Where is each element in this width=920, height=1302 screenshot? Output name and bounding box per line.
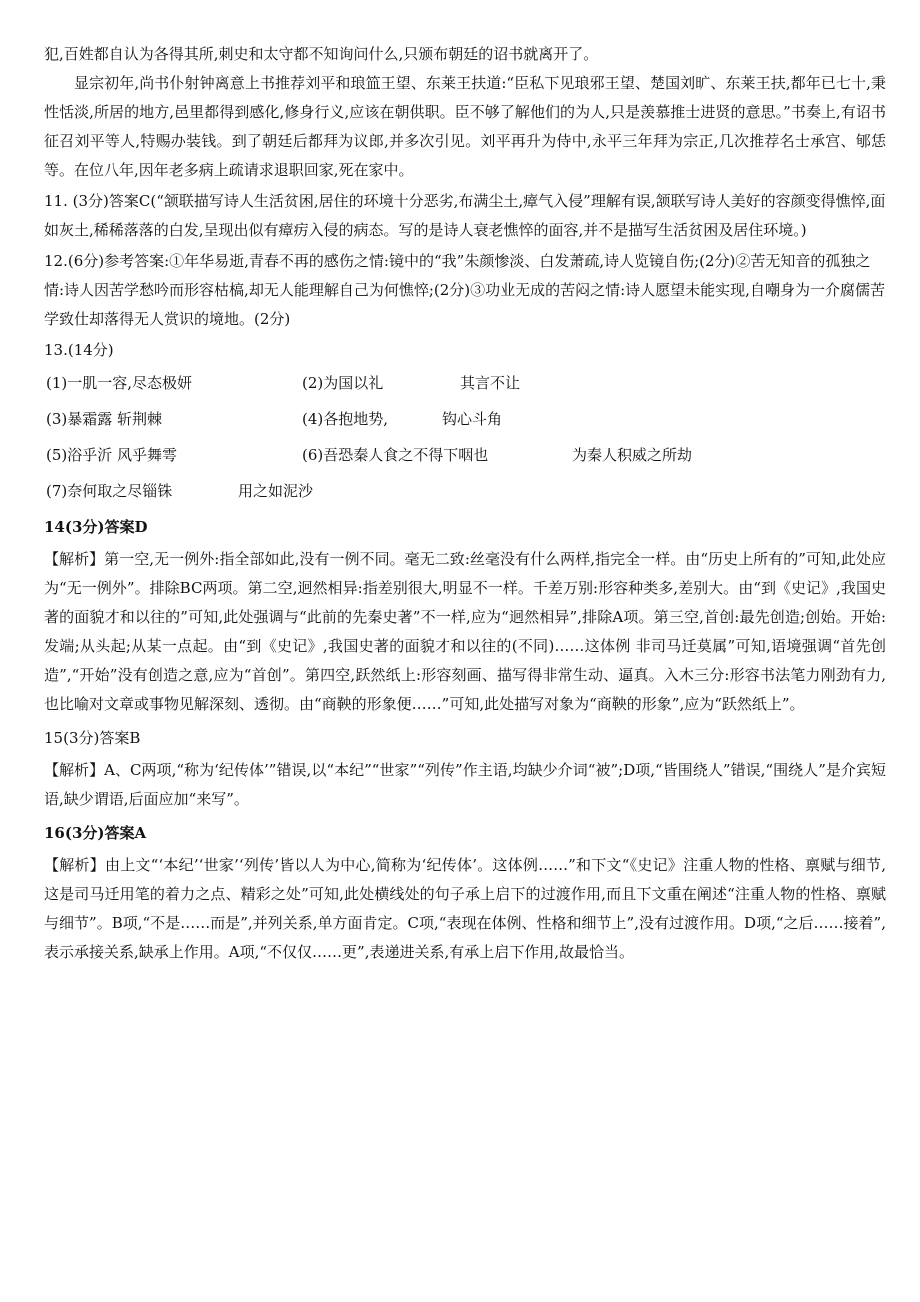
answer-1: (1)一肌一容,尽态极妍 [46, 374, 193, 392]
question-16-block [44, 819, 886, 967]
question-15-block [44, 724, 886, 814]
answer-6b: 为秦人积威之所劫 [572, 446, 693, 464]
question-14-analysis: 【解析】第一空,无一例外:指全部如此,没有一例不同。毫无二致:丝毫没有什么两样,指完全一样。由“历史上所有的”可知,此处应为“无一例外”。排除BC两项。第二空,迥然相异:指差别很大,明显不一样。千差万别:形容种类多,差别大。由“到《史记》,我国史著的面貌才和以往的”可知,此处强调与“此前的先秦史著”不一样,应为“迥然相异”,排除A项。第三空,首创:最先创造;创始。开始:发端;从头起;从某一点起。由“到《史记》,我国史著的面貌才和以往的(不同)……这体例 非司马迁莫属”可知,语境强调“首先创造”,“开始”没有创造之意,应为“首创”。第四空,跃然纸上:形容刻画、描写得非常生动、逼真。入木三分:形容书法笔力刚劲有力,也比喻对文章或事物见解深刻、透彻。由“商鞅的形象便……”可知,此处描写对象为“商鞅的形象”,应为“跃然纸上”。 [44, 550, 886, 713]
question-16-analysis: 【解析】由上文“‘本纪’‘世家’‘列传’皆以人为中心,简称为‘纪传体’。这体例……”和下文“《史记》注重人物的性格、禀赋与细节,这是司马迁用笔的着力之点、精彩之处”可知,此处横线处的句子承上启下的过渡作用,而且下文重在阐述“注重人物的性格、禀赋与细节”。B项,“不是……而是”,并列关系,单方面肯定。C项,“表现在体例、性格和细节上”,没有过渡作用。D项,“之后……接着”,表示承接关系,缺承上作用。A项,“不仅仅……更”,表递进关系,有承上启下作用,故最恰当。 [44, 856, 886, 961]
answer-key-page [44, 40, 886, 967]
answer-7a: (7)奈何取之尽锱铢 [46, 482, 173, 500]
answer-4a: (4)各抱地势, [302, 410, 389, 428]
translation-paragraph-2: 显宗初年,尚书仆射钟离意上书推荐刘平和琅笽王望、东莱王扶道:“臣私下见琅邪王望、楚国刘旷、东莱王扶,都年已七十,秉性恬淡,所居的地方,邑里都得到感化,修身行义,应该在朝供职。臣不够了解他们的为人,只是羡慕推士进贤的意思。”书奏上,有诏书征召刘平等人,特赐办装钱。到了朝廷后都拜为议郎,并多次引见。刘平再升为侍中,永平三年拜为宗正,几次推荐名士承宫、郇恁等。在位八年,因年老多病上疏请求退职回家,死在家中。 [44, 74, 886, 179]
question-13-row-2 [44, 401, 886, 437]
answer-5: (5)浴乎沂 风乎舞雩 [46, 446, 178, 464]
question-13-block [44, 336, 886, 509]
answer-3: (3)暴霜露 斩荆棘 [46, 410, 163, 428]
answer-7b: 用之如泥沙 [238, 482, 314, 500]
question-15-analysis: 【解析】A、C两项,“称为‘纪传体’”错误,以“本纪”“世家”“列传”作主语,均缺少介词“被”;D项,“皆围绕人”错误,“围绕人”是介宾短语,缺少谓语,后面应加“来写”。 [44, 761, 886, 808]
answer-2a: (2)为国以礼 [302, 374, 384, 392]
answer-4b: 钩心斗角 [442, 410, 503, 428]
question-14-header: 14(3分)答案D [44, 518, 148, 536]
answer-2b: 其言不让 [460, 374, 521, 392]
question-13-header: 13.(14分) [44, 341, 114, 359]
question-16-header: 16(3分)答案A [44, 824, 147, 842]
translation-paragraph-1: 犯,百姓都自认为各得其所,刺史和太守都不知询问什么,只颁布朝廷的诏书就离开了。 [44, 45, 599, 63]
question-12-answer: 12.(6分)参考答案:①年华易逝,青春不再的感伤之情:镜中的“我”朱颜惨淡、白发萧疏,诗人览镜自伤;(2分)②苦无知音的孤独之情:诗人因苦学愁吟而形容枯槁,却无人能理解自己为何憔悴;(2分)③功业无成的苦闷之情:诗人愿望未能实现,自嘲身为一介腐儒苦学致仕却落得无人赏识的境地。(2分) [44, 252, 885, 328]
question-14-block [44, 513, 886, 719]
answer-6a: (6)吾恐秦人食之不得下咽也 [302, 446, 489, 464]
question-13-row-1 [44, 365, 886, 401]
question-13-row-4 [44, 473, 886, 509]
question-15-header: 15(3分)答案B [44, 729, 141, 747]
question-13-row-3 [44, 437, 886, 473]
question-11-answer: 11. (3分)答案C(“颔联描写诗人生活贫困,居住的环境十分恶劣,布满尘土,瘴气入侵”理解有误,颔联写诗人美好的容颜变得憔悴,面如灰土,稀稀落落的白发,呈现出似有瘴疠入侵的病态。写的是诗人衰老憔悴的面容,并不是描写生活贫困及居住环境。) [44, 192, 886, 239]
